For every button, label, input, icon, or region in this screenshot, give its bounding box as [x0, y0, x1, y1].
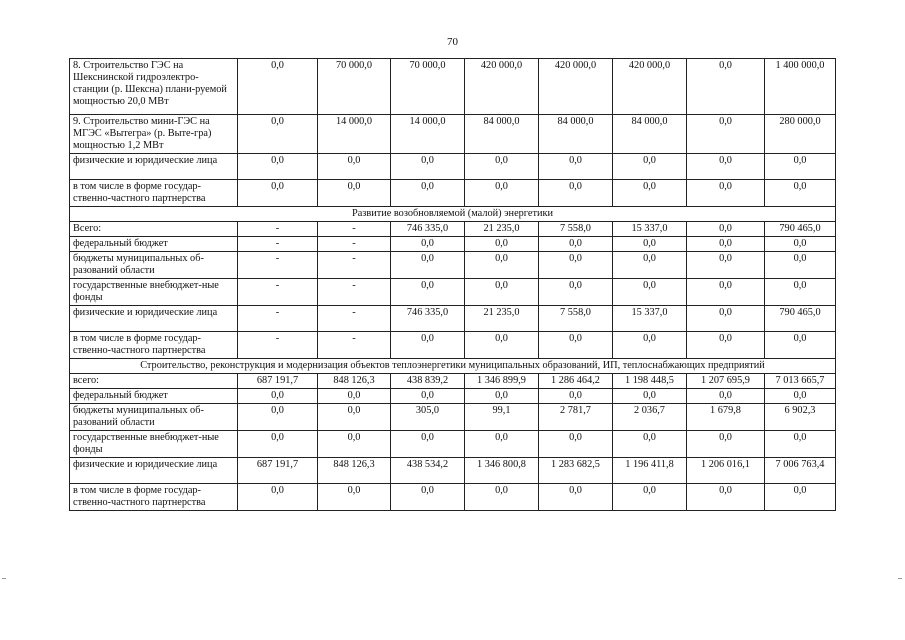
- value-cell: 0,0: [765, 279, 836, 306]
- value-cell: 0,0: [391, 237, 465, 252]
- row-label: федеральный бюджет: [70, 389, 238, 404]
- value-cell: 70 000,0: [391, 59, 465, 115]
- value-cell: 0,0: [687, 389, 765, 404]
- value-cell: 0,0: [318, 180, 391, 207]
- value-cell: 0,0: [391, 431, 465, 458]
- table-row: [70, 237, 836, 252]
- scan-mark: [2, 578, 6, 579]
- value-cell: 0,0: [539, 389, 613, 404]
- table-row: [70, 180, 836, 207]
- value-cell: -: [238, 332, 318, 359]
- value-cell: 21 235,0: [465, 222, 539, 237]
- value-cell: 0,0: [539, 279, 613, 306]
- value-cell: 0,0: [613, 154, 687, 180]
- value-cell: -: [318, 306, 391, 332]
- table-row: [70, 115, 836, 154]
- value-cell: 14 000,0: [391, 115, 465, 154]
- row-label: физические и юридические лица: [70, 154, 238, 180]
- value-cell: 687 191,7: [238, 458, 318, 484]
- value-cell: 438 534,2: [391, 458, 465, 484]
- value-cell: 0,0: [765, 389, 836, 404]
- row-label: Всего:: [70, 222, 238, 237]
- value-cell: 84 000,0: [539, 115, 613, 154]
- value-cell: 1 206 016,1: [687, 458, 765, 484]
- value-cell: 0,0: [318, 404, 391, 431]
- value-cell: 15 337,0: [613, 222, 687, 237]
- value-cell: 0,0: [539, 154, 613, 180]
- value-cell: 0,0: [391, 484, 465, 511]
- value-cell: 848 126,3: [318, 374, 391, 389]
- value-cell: 0,0: [465, 332, 539, 359]
- table-row: [70, 306, 836, 332]
- table-row: [70, 59, 836, 115]
- value-cell: 0,0: [391, 252, 465, 279]
- value-cell: 0,0: [238, 59, 318, 115]
- value-cell: 0,0: [687, 431, 765, 458]
- value-cell: 0,0: [238, 154, 318, 180]
- value-cell: 438 839,2: [391, 374, 465, 389]
- value-cell: 1 283 682,5: [539, 458, 613, 484]
- value-cell: 0,0: [765, 484, 836, 511]
- value-cell: 70 000,0: [318, 59, 391, 115]
- value-cell: 2 781,7: [539, 404, 613, 431]
- value-cell: 99,1: [465, 404, 539, 431]
- value-cell: 687 191,7: [238, 374, 318, 389]
- value-cell: -: [318, 237, 391, 252]
- value-cell: 0,0: [539, 180, 613, 207]
- value-cell: 746 335,0: [391, 306, 465, 332]
- value-cell: 0,0: [391, 389, 465, 404]
- value-cell: 0,0: [765, 252, 836, 279]
- value-cell: 0,0: [765, 154, 836, 180]
- value-cell: 0,0: [687, 332, 765, 359]
- row-label: в том числе в форме государ-ственно-частного партнерства: [70, 332, 238, 359]
- value-cell: 848 126,3: [318, 458, 391, 484]
- value-cell: 420 000,0: [613, 59, 687, 115]
- value-cell: 7 013 665,7: [765, 374, 836, 389]
- value-cell: 1 207 695,9: [687, 374, 765, 389]
- value-cell: 0,0: [765, 431, 836, 458]
- section-row: [70, 207, 836, 222]
- value-cell: 0,0: [687, 59, 765, 115]
- value-cell: 790 465,0: [765, 306, 836, 332]
- value-cell: 0,0: [539, 237, 613, 252]
- row-label: федеральный бюджет: [70, 237, 238, 252]
- value-cell: 0,0: [465, 279, 539, 306]
- value-cell: 0,0: [613, 252, 687, 279]
- value-cell: 280 000,0: [765, 115, 836, 154]
- value-cell: 1 346 899,9: [465, 374, 539, 389]
- value-cell: 84 000,0: [613, 115, 687, 154]
- value-cell: 0,0: [318, 389, 391, 404]
- value-cell: 1 400 000,0: [765, 59, 836, 115]
- value-cell: 0,0: [465, 237, 539, 252]
- value-cell: -: [238, 279, 318, 306]
- value-cell: -: [318, 222, 391, 237]
- value-cell: 0,0: [687, 115, 765, 154]
- row-label: всего:: [70, 374, 238, 389]
- value-cell: 1 679,8: [687, 404, 765, 431]
- value-cell: 0,0: [465, 154, 539, 180]
- value-cell: 0,0: [318, 431, 391, 458]
- value-cell: 7 006 763,4: [765, 458, 836, 484]
- value-cell: 15 337,0: [613, 306, 687, 332]
- budget-table: [69, 58, 836, 511]
- row-label: бюджеты муниципальных об-разований области: [70, 252, 238, 279]
- table-row: [70, 484, 836, 511]
- value-cell: -: [238, 237, 318, 252]
- value-cell: 0,0: [318, 484, 391, 511]
- row-label: в том числе в форме государ-ственно-частного партнерства: [70, 484, 238, 511]
- value-cell: 0,0: [238, 389, 318, 404]
- value-cell: -: [318, 252, 391, 279]
- value-cell: 305,0: [391, 404, 465, 431]
- value-cell: 7 558,0: [539, 222, 613, 237]
- value-cell: 420 000,0: [465, 59, 539, 115]
- value-cell: 0,0: [465, 389, 539, 404]
- value-cell: 0,0: [238, 431, 318, 458]
- value-cell: -: [238, 252, 318, 279]
- value-cell: 0,0: [539, 484, 613, 511]
- value-cell: 21 235,0: [465, 306, 539, 332]
- value-cell: 7 558,0: [539, 306, 613, 332]
- value-cell: 0,0: [613, 237, 687, 252]
- value-cell: 0,0: [465, 431, 539, 458]
- value-cell: 0,0: [238, 180, 318, 207]
- table-row: [70, 154, 836, 180]
- value-cell: 0,0: [391, 279, 465, 306]
- row-label: государственные внебюджет-ные фонды: [70, 279, 238, 306]
- table-row: [70, 458, 836, 484]
- value-cell: 0,0: [765, 237, 836, 252]
- page-number: 70: [447, 36, 458, 48]
- row-label: физические и юридические лица: [70, 458, 238, 484]
- value-cell: 0,0: [238, 484, 318, 511]
- value-cell: -: [238, 222, 318, 237]
- table-row: [70, 389, 836, 404]
- table-row: [70, 279, 836, 306]
- section-title: Строительство, реконструкция и модернизация объектов теплоэнергетики муниципальных образований, ИП, теплоснабжающих предприятий: [70, 359, 836, 374]
- section-row: [70, 359, 836, 374]
- value-cell: 84 000,0: [465, 115, 539, 154]
- value-cell: 0,0: [613, 180, 687, 207]
- value-cell: 0,0: [391, 332, 465, 359]
- value-cell: 0,0: [765, 332, 836, 359]
- value-cell: -: [238, 306, 318, 332]
- value-cell: 0,0: [613, 332, 687, 359]
- row-label: 9. Строительство мини-ГЭС на МГЭС «Вытегра» (р. Выте-гра) мощностью 1,2 МВт: [70, 115, 238, 154]
- section-title: Развитие возобновляемой (малой) энергетики: [70, 207, 836, 222]
- table-row: [70, 431, 836, 458]
- value-cell: 0,0: [539, 252, 613, 279]
- table-row: [70, 222, 836, 237]
- value-cell: 0,0: [687, 306, 765, 332]
- value-cell: 0,0: [391, 180, 465, 207]
- row-label: физические и юридические лица: [70, 306, 238, 332]
- value-cell: 1 196 411,8: [613, 458, 687, 484]
- value-cell: 1 346 800,8: [465, 458, 539, 484]
- value-cell: 790 465,0: [765, 222, 836, 237]
- value-cell: 0,0: [539, 431, 613, 458]
- row-label: бюджеты муниципальных об-разований области: [70, 404, 238, 431]
- value-cell: 0,0: [687, 154, 765, 180]
- value-cell: 0,0: [613, 431, 687, 458]
- value-cell: 0,0: [613, 279, 687, 306]
- value-cell: 0,0: [465, 484, 539, 511]
- value-cell: 0,0: [687, 237, 765, 252]
- value-cell: 0,0: [318, 154, 391, 180]
- value-cell: -: [318, 279, 391, 306]
- value-cell: 0,0: [613, 389, 687, 404]
- row-label: 8. Строительство ГЭС на Шекснинской гидроэлектро-станции (р. Шексна) плани-руемой мощностью 20,0 МВт: [70, 59, 238, 115]
- value-cell: 14 000,0: [318, 115, 391, 154]
- value-cell: 0,0: [465, 252, 539, 279]
- row-label: в том числе в форме государ-ственно-частного партнерства: [70, 180, 238, 207]
- value-cell: 0,0: [687, 222, 765, 237]
- value-cell: -: [318, 332, 391, 359]
- value-cell: 1 286 464,2: [539, 374, 613, 389]
- value-cell: 2 036,7: [613, 404, 687, 431]
- value-cell: 0,0: [238, 404, 318, 431]
- value-cell: 6 902,3: [765, 404, 836, 431]
- value-cell: 0,0: [687, 484, 765, 511]
- value-cell: 746 335,0: [391, 222, 465, 237]
- table-row: [70, 252, 836, 279]
- scan-mark: [898, 578, 902, 579]
- value-cell: 0,0: [238, 115, 318, 154]
- table-row: [70, 374, 836, 389]
- table-row: [70, 332, 836, 359]
- row-label: государственные внебюджет-ные фонды: [70, 431, 238, 458]
- value-cell: 0,0: [687, 180, 765, 207]
- value-cell: 0,0: [687, 252, 765, 279]
- value-cell: 0,0: [765, 180, 836, 207]
- value-cell: 420 000,0: [539, 59, 613, 115]
- value-cell: 0,0: [687, 279, 765, 306]
- value-cell: 0,0: [539, 332, 613, 359]
- value-cell: 0,0: [391, 154, 465, 180]
- value-cell: 0,0: [613, 484, 687, 511]
- table-row: [70, 404, 836, 431]
- value-cell: 1 198 448,5: [613, 374, 687, 389]
- value-cell: 0,0: [465, 180, 539, 207]
